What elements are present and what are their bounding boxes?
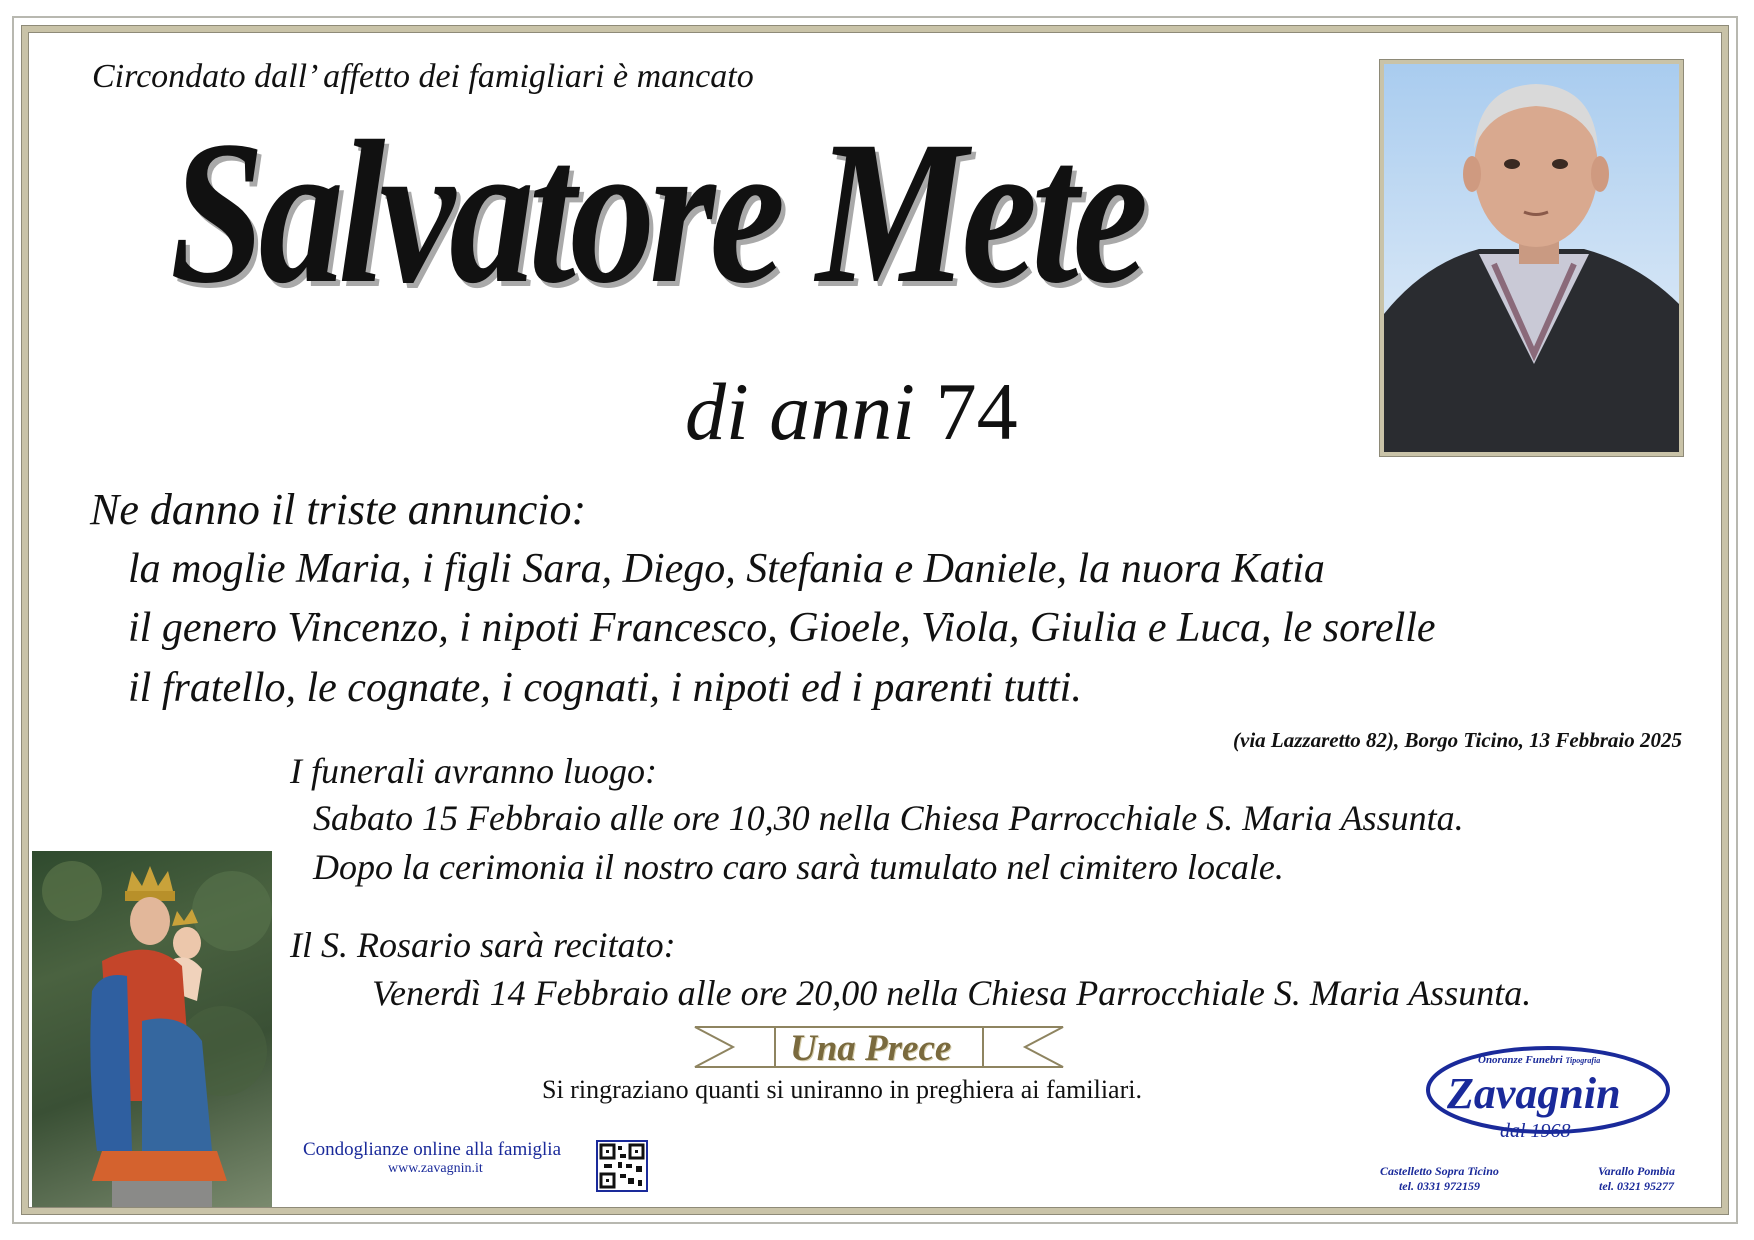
agency-office xyxy=(1598,1164,1675,1194)
funeral-title: I funerali avranno luogo: xyxy=(290,751,657,791)
funeral-line: Sabato 15 Febbraio alle ore 10,30 nella Chiesa Parrocchiale S. Maria Assunta. xyxy=(313,798,1464,838)
intro-text: Circondato dall’ affetto dei famigliari è mancato xyxy=(92,58,754,95)
rosary-title: Il S. Rosario sarà recitato: xyxy=(290,925,676,965)
dateline: (via Lazzaretto 82), Borgo Ticino, 13 Febbraio 2025 xyxy=(1233,728,1682,752)
madonna-statue-image xyxy=(32,851,272,1207)
announcement-title: Ne danno il triste annuncio: xyxy=(90,485,587,534)
online-condolences-label: Condoglianze online alla famiglia xyxy=(303,1139,562,1160)
family-line: il genero Vincenzo, i nipoti Francesco, Gioele, Viola, Giulia e Luca, le sorelle xyxy=(128,605,1436,651)
family-line: la moglie Maria, i figli Sara, Diego, Stefania e Daniele, la nuora Katia xyxy=(128,546,1325,592)
office-phone: tel. 0331 972159 xyxy=(1398,1179,1480,1193)
age-prefix: di anni xyxy=(685,366,916,457)
office-town: Castelletto Sopra Ticino xyxy=(1380,1164,1499,1178)
rosary-line: Venerdì 14 Febbraio alle ore 20,00 nella Chiesa Parrocchiale S. Maria Assunta. xyxy=(372,973,1532,1013)
agency-name: Zavagnin xyxy=(1447,1069,1621,1118)
agency-tagline-small: Tipografia xyxy=(1565,1056,1601,1065)
age-line xyxy=(685,365,1018,459)
portrait-illustration xyxy=(1384,64,1679,452)
agency-office xyxy=(1380,1164,1499,1194)
family-line: il fratello, le cognate, i cognati, i nipoti ed i parenti tutti. xyxy=(128,665,1082,711)
thanks-text: Si ringraziano quanti si uniranno in preghiera ai familiari. xyxy=(542,1075,1142,1104)
una-prece-text: Una Prece xyxy=(790,1028,952,1069)
age-value: 74 xyxy=(935,366,1018,457)
agency-tagline-main: Onoranze Funebri xyxy=(1478,1054,1563,1066)
office-phone: tel. 0321 95277 xyxy=(1599,1179,1674,1193)
website-link[interactable]: www.zavagnin.it xyxy=(388,1161,483,1176)
qr-code-icon xyxy=(596,1140,648,1192)
deceased-name: Salvatore Mete xyxy=(170,99,1143,326)
funeral-line: Dopo la cerimonia il nostro caro sarà tumulato nel cimitero locale. xyxy=(313,847,1284,887)
portrait-photo xyxy=(1380,60,1683,456)
madonna-illustration xyxy=(32,851,272,1207)
office-town: Varallo Pombia xyxy=(1598,1164,1676,1178)
agency-since: dal 1968 xyxy=(1500,1120,1571,1142)
agency-tagline xyxy=(1478,1054,1600,1066)
